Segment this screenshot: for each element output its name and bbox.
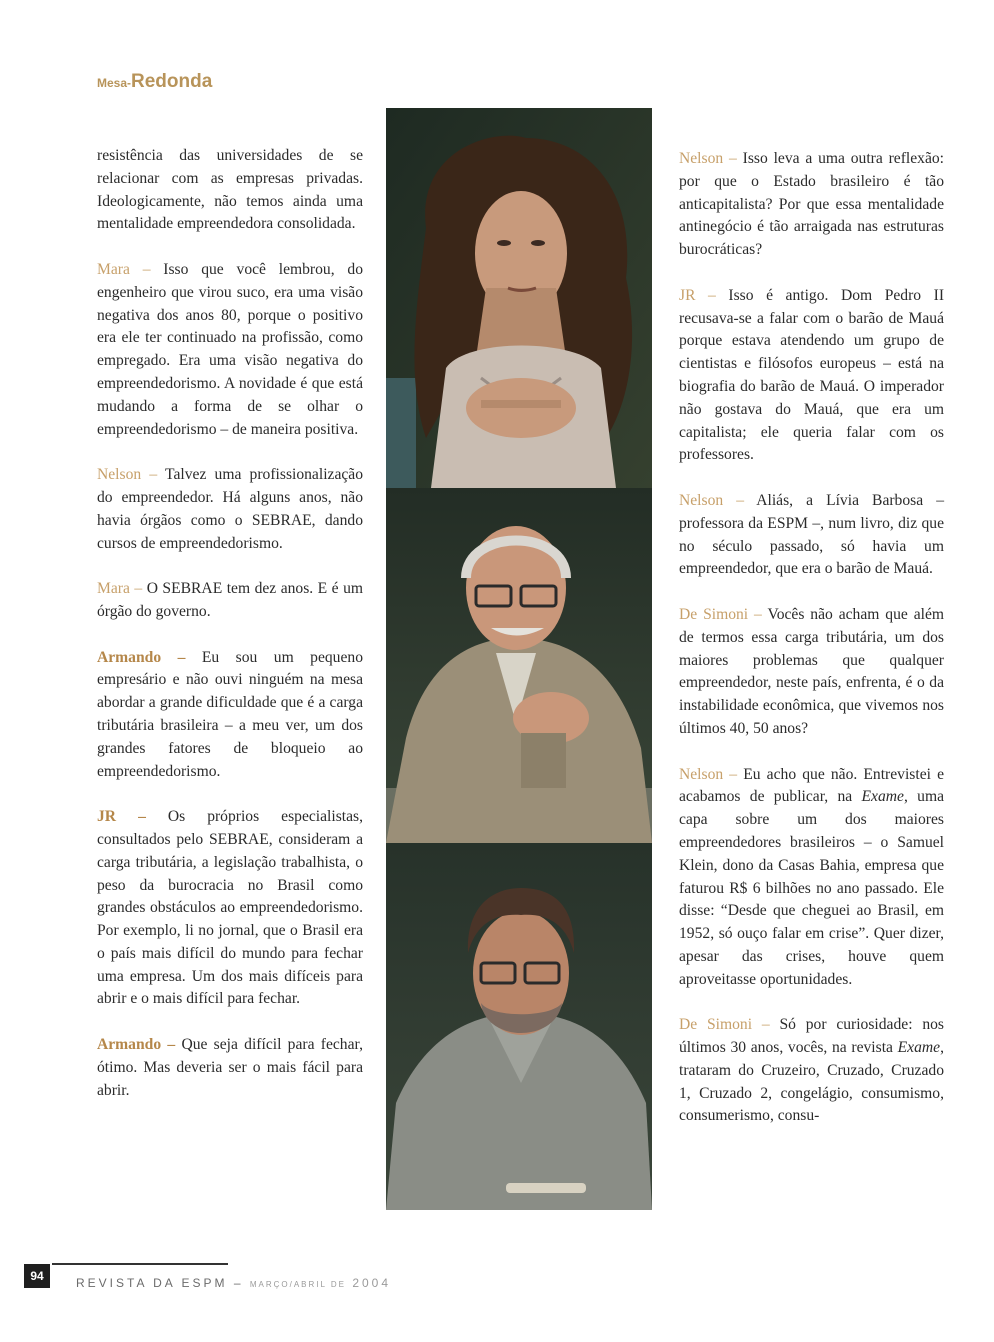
section-prefix: Mesa- [97, 76, 132, 90]
speaker-name: JR [679, 286, 696, 304]
speaker-separator: – [141, 466, 166, 484]
page-number: 94 [24, 1264, 50, 1288]
footer-rule [52, 1263, 228, 1265]
paragraph-text: Vocês não acham que além de termos essa carga tributária, um dos maiores problemas que qualquer empreendedor, neste país, enfrenta, é o da instabilidade econômica, que vivemos nos últimos 40, 50 anos? [679, 605, 945, 737]
paragraph [679, 604, 944, 741]
paragraph [679, 490, 944, 581]
right-column [679, 148, 944, 1151]
speaker-separator: – [723, 765, 744, 783]
magazine-title: REVISTA DA ESPM [76, 1276, 228, 1290]
paragraph [97, 259, 363, 441]
paragraph-text: , uma capa sobre um dos maiores empreendedores brasileiros – o Samuel Klein, dono da Casas Bahia, empresa que faturou R$ 6 bilhões no ano passado. Ele disse: “Desde que cheguei ao Brasil, em 1952, só ouço falar em crise”. Quer dizer, apesar das crises, houve quem aproveitasse oportunidades. [679, 788, 944, 988]
paragraph-text: resistência das universidades de se relacionar com as empresas privadas. Ideologicamente, não temos ainda uma mentalidade empreendedora consolidada. [97, 147, 363, 233]
photo-woman-portrait [386, 108, 652, 488]
paragraph-text: Eu acho que não. Entrevistei e acabamos de publicar, na [679, 765, 945, 806]
paragraph [679, 285, 944, 467]
magazine-name: Exame [897, 1039, 941, 1057]
paragraph [679, 148, 944, 262]
speaker-name: Mara [97, 260, 130, 278]
paragraph-text: Isso leva a uma outra reflexão: por que o Estado brasileiro é tão anticapitalista? Por que essa mentalidade antinegócio é tão arraigada nas estruturas burocráticas? [679, 150, 945, 259]
paragraph-text: Só por curiosidade: nos últimos 30 anos, vocês, na revista [679, 1016, 944, 1057]
speaker-name: De Simoni [679, 1016, 753, 1034]
speaker-separator: – [129, 580, 147, 598]
speaker-separator: – [723, 150, 743, 167]
paragraph-text: Os próprios especialistas, consultados pelo SEBRAE, consideram a carga tributária, a legislação trabalhista, o peso da burocracia no Brasil como grandes obstáculos ao empreendedorismo. Por exemplo, li no jornal, que o Brasil era o país mais difícil do mundo para fechar uma empresa. Um dos mais difíceis para abrir e o mais difícil para fechar. [97, 808, 363, 1008]
paragraph-text: , trataram do Cruzeiro, Cruzado, Cruzado 1, Cruzado 2, congelágio, consumismo, consumerismo, consu- [679, 1039, 944, 1125]
paragraph-text: O SEBRAE tem dez anos. E é um órgão do governo. [97, 580, 364, 620]
left-column [97, 145, 363, 1125]
speaker-name: De Simoni [679, 605, 749, 623]
speaker-separator: – [129, 260, 164, 278]
paragraph-text: Eu sou um pequeno empresário e não ouvi ninguém na mesa abordar a grande dificuldade que é a carga tributária brasileira – a meu ver, um dos grandes fatores de bloqueio ao empreendedorismo. [97, 648, 363, 780]
paragraph [679, 1014, 944, 1128]
magazine-name: Exame [861, 788, 904, 806]
section-tag [97, 71, 212, 93]
section-title: Redonda [131, 71, 213, 92]
paragraph [97, 145, 363, 236]
paragraph [97, 647, 363, 784]
speaker-name: Nelson [679, 765, 724, 783]
speaker-separator: – [752, 1016, 780, 1034]
paragraph [97, 578, 363, 624]
photo-man-glasses-portrait [386, 488, 652, 843]
speaker-separator: – [695, 286, 729, 304]
speaker-separator: – [161, 648, 202, 666]
paragraph-text: Aliás, a Lívia Barbosa – professora da ESPM –, num livro, diz que no século passado, só havia um empreendedor, que era o barão de Mauá. [679, 491, 944, 578]
issue-date: MARÇO/ABRIL DE [249, 1280, 346, 1289]
paragraph-text: Talvez uma profissionalização do empreendedor. Há alguns anos, não havia órgãos como o SEBRAE, dando cursos de empreendedorismo. [97, 466, 364, 552]
paragraph [97, 1034, 363, 1102]
speaker-separator: – [161, 1036, 182, 1054]
speaker-name: Armando [97, 648, 162, 666]
speaker-name: Nelson [97, 466, 142, 484]
speaker-name: Mara [97, 580, 130, 598]
paragraph-text: Isso que você lembrou, do engenheiro que virou suco, era uma visão negativa dos anos 80, porque o positivo era ele ter continuado na profissão, como empregado. Era uma visão negativa do empreendedorismo. A novidade é que está mudando a forma de se olhar o empreendedorismo – de maneira positiva. [97, 260, 364, 438]
speaker-name: Nelson [679, 491, 724, 509]
speaker-separator: – [723, 491, 757, 509]
speaker-name: JR [97, 808, 117, 826]
paragraph-text: Isso é antigo. Dom Pedro II recusava-se a falar com o barão de Mauá porque estava atendendo um grupo de cientistas e filósofos europeus – está na biografia do barão de Mauá. O imperador não gostava do Mauá, que era um capitalista; ele queria falar com os professores. [679, 286, 945, 464]
speaker-name: Nelson [679, 150, 724, 167]
paragraph [97, 806, 363, 1011]
speaker-name: Armando [97, 1036, 162, 1054]
paragraph-text: Que seja difícil para fechar, ótimo. Mas deveria ser o mais fácil para abrir. [97, 1036, 363, 1099]
speaker-separator: – [748, 605, 768, 623]
paragraph [679, 764, 944, 992]
photo-man-beard-portrait [386, 843, 652, 1210]
issue-year: 2004 [346, 1276, 392, 1290]
footer-running-title [76, 1276, 391, 1290]
paragraph [97, 464, 363, 555]
footer-separator: – [227, 1276, 250, 1290]
speaker-separator: – [116, 808, 168, 826]
